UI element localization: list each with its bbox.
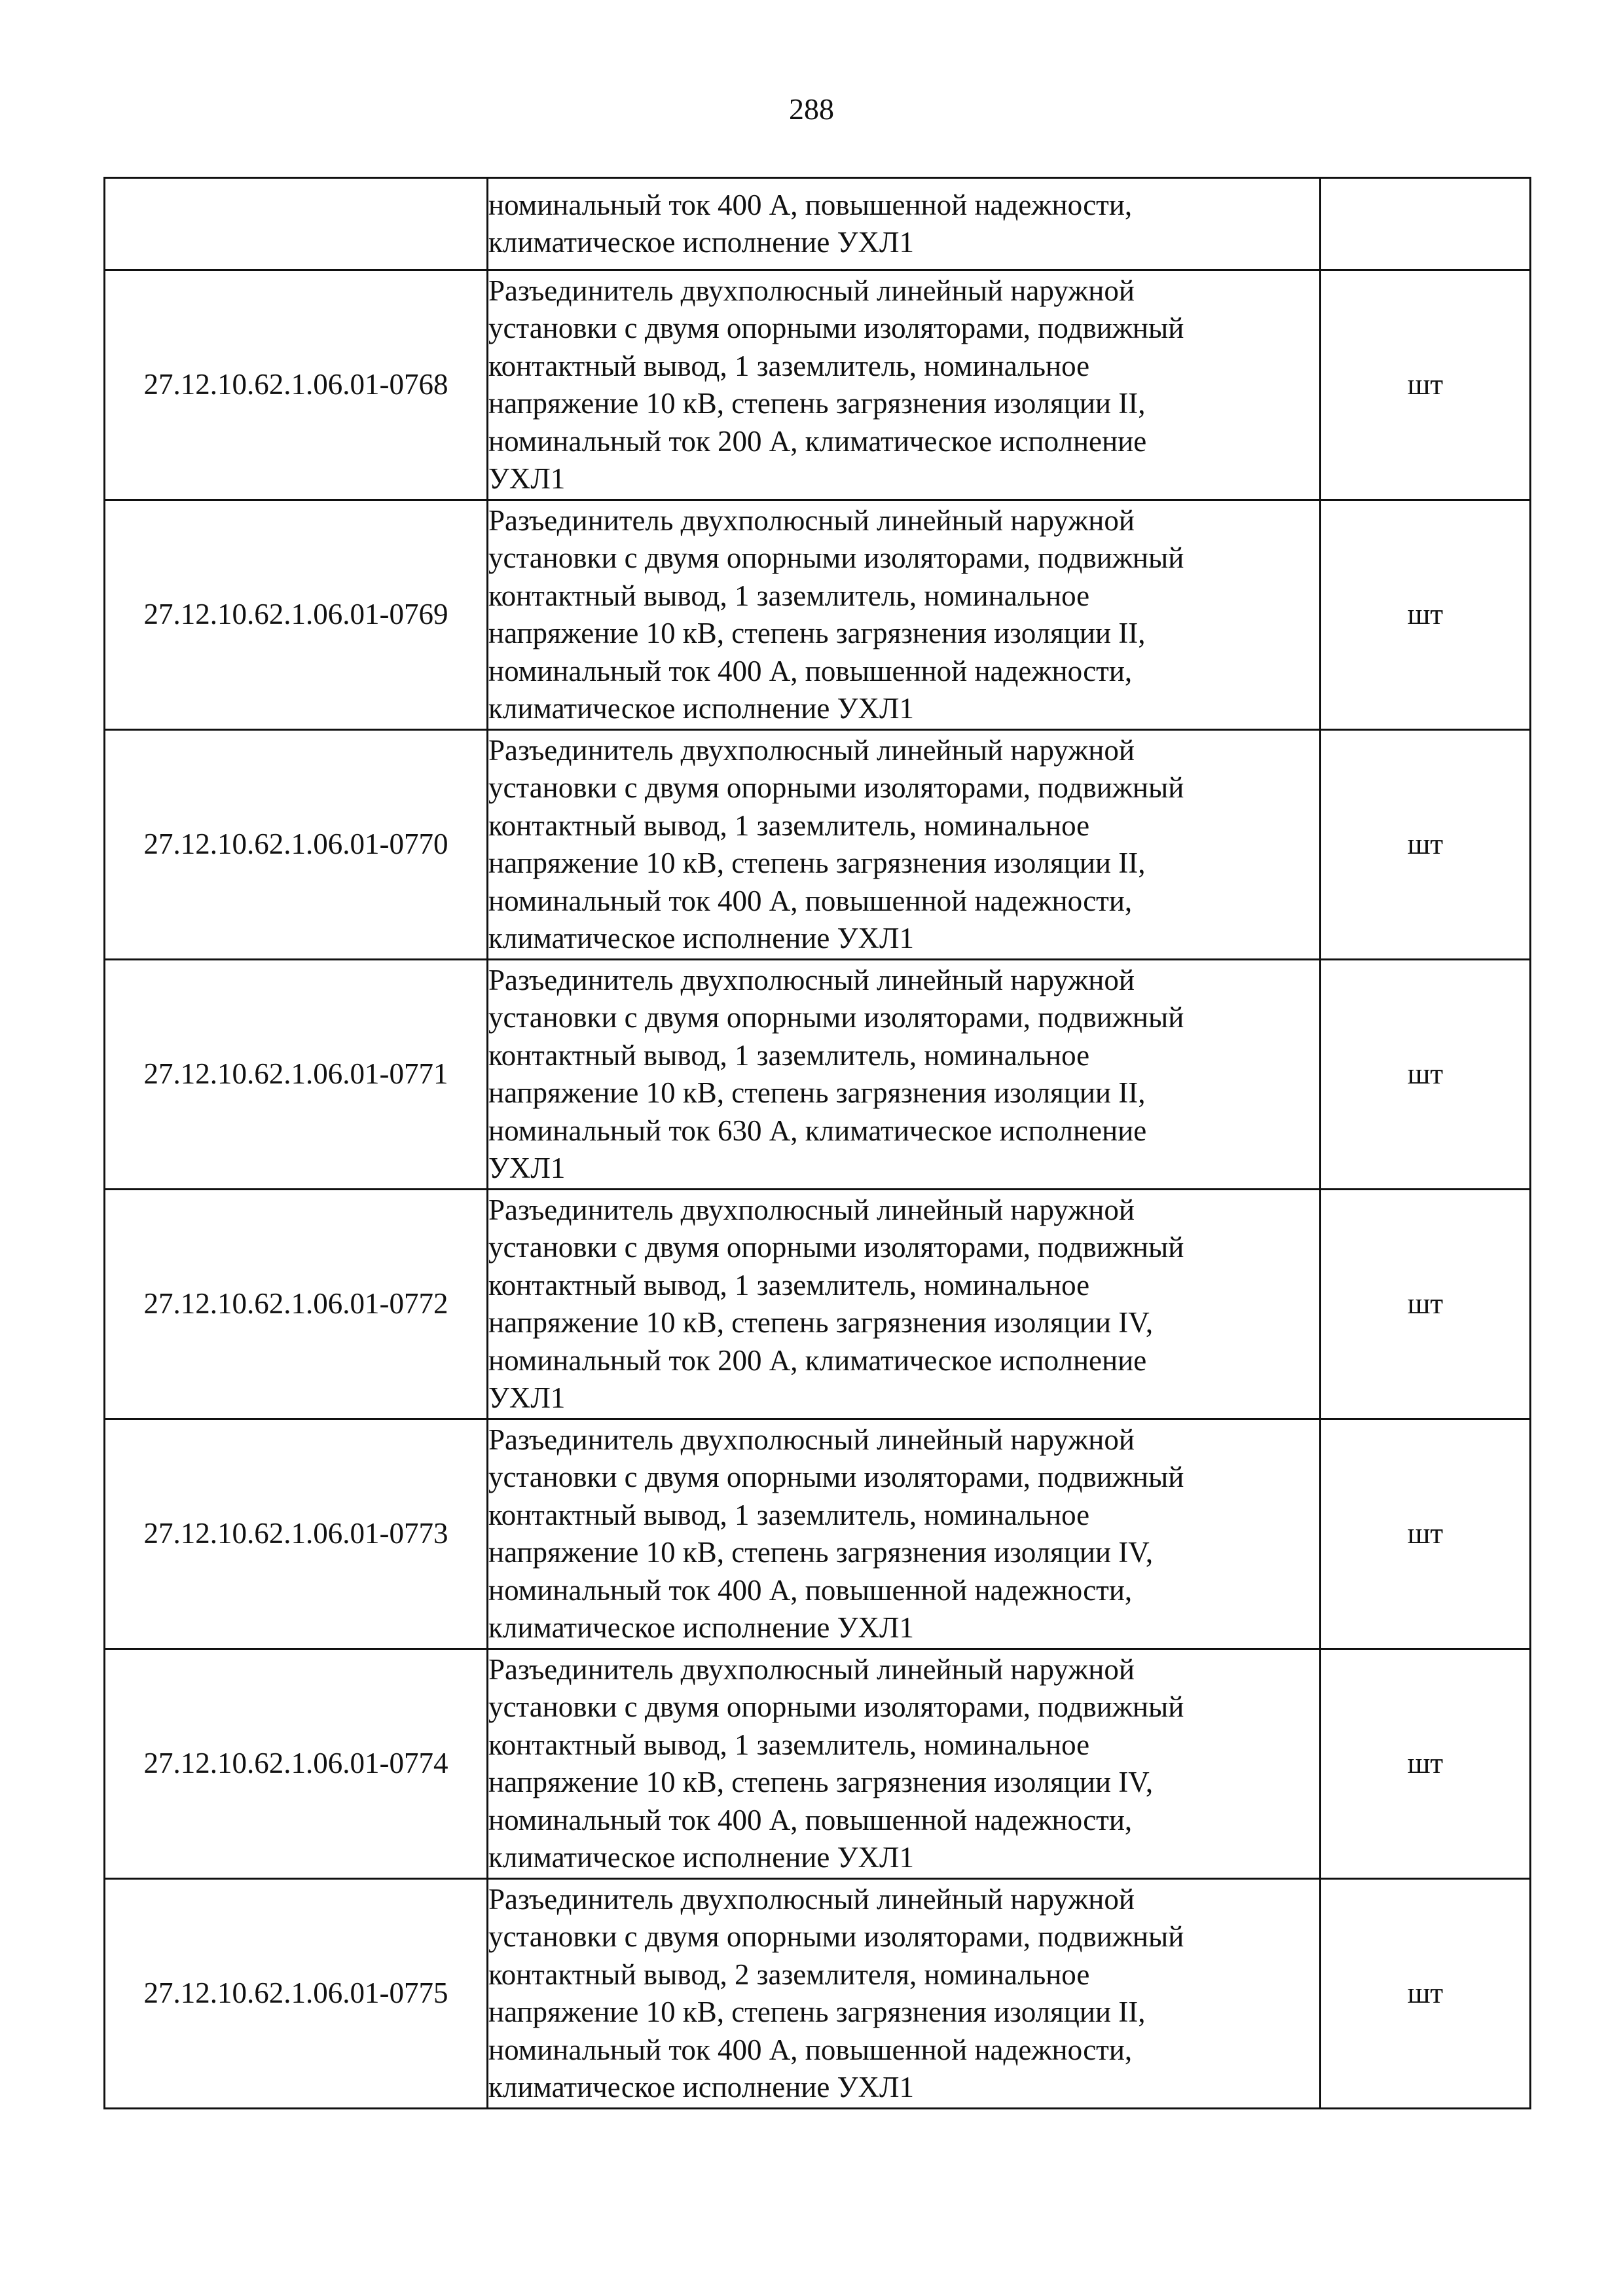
unit-cell bbox=[1321, 178, 1531, 270]
description-line: номинальный ток 400 А, повышенной надежности, bbox=[488, 654, 1133, 687]
description-line: напряжение 10 кВ, степень загрязнения изоляции II, bbox=[488, 847, 1146, 879]
description-line: напряжение 10 кВ, степень загрязнения изоляции IV, bbox=[488, 1536, 1154, 1569]
description-cell bbox=[488, 1649, 1321, 1879]
description-line: напряжение 10 кВ, степень загрязнения изоляции II, bbox=[488, 1076, 1146, 1109]
description-line: установки с двумя опорными изоляторами, подвижный bbox=[488, 1231, 1184, 1264]
description-line: Разъединитель двухполюсный линейный наружной bbox=[488, 1652, 1135, 1686]
description-line: номинальный ток 630 А, климатическое исполнение bbox=[488, 1114, 1147, 1147]
description-line: установки с двумя опорными изоляторами, подвижный bbox=[488, 312, 1184, 344]
description-cell bbox=[488, 178, 1321, 270]
resource-code-cell: 27.12.10.62.1.06.01-0769 bbox=[105, 500, 488, 730]
description-line: номинальный ток 400 А, повышенной надежности, bbox=[488, 188, 1133, 221]
resource-code-cell bbox=[105, 178, 488, 270]
description-line: контактный вывод, 1 заземлитель, номинальное bbox=[488, 579, 1090, 612]
resource-code-cell: 27.12.10.62.1.06.01-0770 bbox=[105, 730, 488, 960]
description-line: Разъединитель двухполюсный линейный наружной bbox=[488, 733, 1135, 767]
description-line: установки с двумя опорными изоляторами, подвижный bbox=[488, 1690, 1184, 1723]
description-line: Разъединитель двухполюсный линейный наружной bbox=[488, 1882, 1135, 1916]
unit-cell: шт bbox=[1321, 960, 1531, 1190]
description-cell bbox=[488, 1190, 1321, 1419]
description-line: контактный вывод, 1 заземлитель, номинальное bbox=[488, 1268, 1090, 1302]
description-line: контактный вывод, 1 заземлитель, номинальное bbox=[488, 1038, 1090, 1072]
page-number: 288 bbox=[789, 92, 834, 126]
description-line: контактный вывод, 1 заземлитель, номинальное bbox=[488, 809, 1090, 842]
description-line: установки с двумя опорными изоляторами, подвижный bbox=[488, 1461, 1184, 1493]
description-line: установки с двумя опорными изоляторами, подвижный bbox=[488, 1920, 1184, 1953]
description-line: Разъединитель двухполюсный линейный наружной bbox=[488, 963, 1135, 996]
table-row bbox=[105, 500, 1531, 730]
unit-cell: шт bbox=[1321, 1190, 1531, 1419]
description-cell bbox=[488, 500, 1321, 730]
description-line: установки с двумя опорными изоляторами, подвижный bbox=[488, 771, 1184, 804]
resource-table bbox=[103, 177, 1531, 2109]
description-line: напряжение 10 кВ, степень загрязнения изоляции IV, bbox=[488, 1766, 1154, 1798]
description-line: номинальный ток 200 А, климатическое исполнение bbox=[488, 1343, 1147, 1377]
description-line: климатическое исполнение УХЛ1 bbox=[488, 1841, 914, 1874]
description-line: Разъединитель двухполюсный линейный наружной bbox=[488, 1193, 1135, 1226]
description-cell bbox=[488, 960, 1321, 1190]
unit-cell: шт bbox=[1321, 1879, 1531, 2109]
description-line: Разъединитель двухполюсный линейный наружной bbox=[488, 1423, 1135, 1456]
resource-code-cell: 27.12.10.62.1.06.01-0771 bbox=[105, 960, 488, 1190]
resource-code-cell: 27.12.10.62.1.06.01-0775 bbox=[105, 1879, 488, 2109]
resource-code-cell: 27.12.10.62.1.06.01-0772 bbox=[105, 1190, 488, 1419]
unit-cell: шт bbox=[1321, 270, 1531, 500]
unit-cell: шт bbox=[1321, 1649, 1531, 1879]
description-cell bbox=[488, 1419, 1321, 1649]
description-line: номинальный ток 400 А, повышенной надежности, bbox=[488, 884, 1133, 917]
description-line: напряжение 10 кВ, степень загрязнения изоляции IV, bbox=[488, 1306, 1154, 1339]
description-line: УХЛ1 bbox=[488, 1152, 566, 1184]
resource-code-cell: 27.12.10.62.1.06.01-0774 bbox=[105, 1649, 488, 1879]
description-line: УХЛ1 bbox=[488, 1381, 566, 1414]
description-line: напряжение 10 кВ, степень загрязнения изоляции II, bbox=[488, 617, 1146, 649]
description-line: климатическое исполнение УХЛ1 bbox=[488, 2071, 914, 2104]
description-line: контактный вывод, 1 заземлитель, номинальное bbox=[488, 349, 1090, 382]
description-line: Разъединитель двухполюсный линейный наружной bbox=[488, 503, 1135, 537]
description-line: контактный вывод, 1 заземлитель, номинальное bbox=[488, 1498, 1090, 1531]
description-line: напряжение 10 кВ, степень загрязнения изоляции II, bbox=[488, 387, 1146, 420]
description-line: Разъединитель двухполюсный линейный наружной bbox=[488, 274, 1135, 307]
description-line: установки с двумя опорными изоляторами, подвижный bbox=[488, 1001, 1184, 1034]
description-line: климатическое исполнение УХЛ1 bbox=[488, 692, 914, 725]
table-row bbox=[105, 1190, 1531, 1419]
table-row bbox=[105, 1879, 1531, 2109]
description-line: климатическое исполнение УХЛ1 bbox=[488, 226, 914, 259]
description-line: контактный вывод, 2 заземлителя, номинальное bbox=[488, 1958, 1090, 1991]
resource-code-cell: 27.12.10.62.1.06.01-0773 bbox=[105, 1419, 488, 1649]
description-line: номинальный ток 400 А, повышенной надежности, bbox=[488, 2033, 1133, 2066]
unit-cell: шт bbox=[1321, 730, 1531, 960]
table-body bbox=[105, 178, 1531, 2109]
description-cell bbox=[488, 1879, 1321, 2109]
table-row-continuation bbox=[105, 178, 1531, 270]
description-line: климатическое исполнение УХЛ1 bbox=[488, 922, 914, 955]
description-line: УХЛ1 bbox=[488, 462, 566, 495]
unit-cell: шт bbox=[1321, 500, 1531, 730]
table-row bbox=[105, 270, 1531, 500]
resource-code-cell: 27.12.10.62.1.06.01-0768 bbox=[105, 270, 488, 500]
description-line: контактный вывод, 1 заземлитель, номинальное bbox=[488, 1728, 1090, 1761]
description-line: напряжение 10 кВ, степень загрязнения изоляции II, bbox=[488, 1995, 1146, 2028]
description-line: установки с двумя опорными изоляторами, подвижный bbox=[488, 541, 1184, 574]
description-line: номинальный ток 400 А, повышенной надежности, bbox=[488, 1803, 1133, 1836]
table-row bbox=[105, 960, 1531, 1190]
table-row bbox=[105, 1649, 1531, 1879]
table-row bbox=[105, 1419, 1531, 1649]
description-line: номинальный ток 200 А, климатическое исполнение bbox=[488, 424, 1147, 458]
description-cell bbox=[488, 730, 1321, 960]
description-cell bbox=[488, 270, 1321, 500]
unit-cell: шт bbox=[1321, 1419, 1531, 1649]
table-row bbox=[105, 730, 1531, 960]
description-line: климатическое исполнение УХЛ1 bbox=[488, 1611, 914, 1644]
description-line: номинальный ток 400 А, повышенной надежности, bbox=[488, 1573, 1133, 1607]
